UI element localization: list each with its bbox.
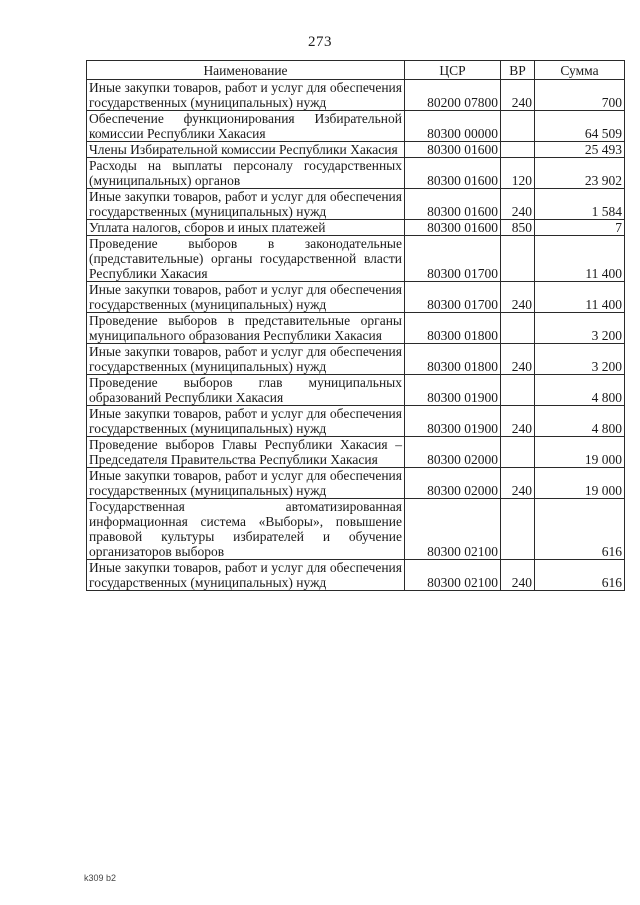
cell-sum: 3 200 (535, 344, 625, 375)
cell-name: Иные закупки товаров, работ и услуг для обеспечения государственных (муниципальных) нужд (87, 560, 405, 591)
cell-csr: 80300 02100 (405, 560, 501, 591)
cell-vr: 240 (501, 344, 535, 375)
cell-vr: 240 (501, 560, 535, 591)
cell-name: Проведение выборов Главы Республики Хакасия – Председателя Правительства Республики Хакасия (87, 437, 405, 468)
cell-name: Проведение выборов глав муниципальных образований Республики Хакасия (87, 375, 405, 406)
cell-csr: 80300 00000 (405, 111, 501, 142)
cell-sum: 1 584 (535, 189, 625, 220)
cell-csr: 80300 02000 (405, 468, 501, 499)
cell-vr: 240 (501, 282, 535, 313)
cell-csr: 80300 01700 (405, 236, 501, 282)
table-row (87, 236, 625, 282)
table-row (87, 142, 625, 158)
cell-vr: 240 (501, 80, 535, 111)
cell-sum: 700 (535, 80, 625, 111)
cell-sum: 7 (535, 220, 625, 236)
cell-sum: 3 200 (535, 313, 625, 344)
header-vr: ВР (501, 61, 535, 80)
cell-vr (501, 142, 535, 158)
cell-name: Проведение выборов в представительные органы муниципального образования Республики Хакасия (87, 313, 405, 344)
table-row (87, 158, 625, 189)
cell-sum: 19 000 (535, 468, 625, 499)
cell-csr: 80300 01600 (405, 142, 501, 158)
table-row (87, 560, 625, 591)
cell-sum: 616 (535, 560, 625, 591)
cell-sum: 4 800 (535, 406, 625, 437)
cell-sum: 11 400 (535, 236, 625, 282)
cell-vr (501, 499, 535, 560)
cell-vr (501, 375, 535, 406)
cell-sum: 25 493 (535, 142, 625, 158)
cell-csr: 80300 01600 (405, 158, 501, 189)
cell-sum: 616 (535, 499, 625, 560)
cell-name: Государственная автоматизированная информационная система «Выборы», повышение правовой культуры избирателей и обучение организаторов выборов (87, 499, 405, 560)
cell-csr: 80300 02000 (405, 437, 501, 468)
budget-table (86, 60, 625, 591)
table-row (87, 80, 625, 111)
cell-name: Проведение выборов в законодательные (представительные) органы государственной власти Республики Хакасия (87, 236, 405, 282)
table-row (87, 111, 625, 142)
table-row (87, 313, 625, 344)
table-row (87, 437, 625, 468)
cell-vr (501, 313, 535, 344)
table-row (87, 499, 625, 560)
cell-csr: 80300 01600 (405, 189, 501, 220)
cell-vr: 240 (501, 468, 535, 499)
table-row (87, 468, 625, 499)
cell-name: Иные закупки товаров, работ и услуг для обеспечения государственных (муниципальных) нужд (87, 468, 405, 499)
cell-sum: 64 509 (535, 111, 625, 142)
cell-csr: 80300 02100 (405, 499, 501, 560)
cell-sum: 4 800 (535, 375, 625, 406)
cell-vr: 240 (501, 189, 535, 220)
cell-csr: 80300 01900 (405, 406, 501, 437)
table-row (87, 282, 625, 313)
table-header-row (87, 61, 625, 80)
header-sum: Сумма (535, 61, 625, 80)
table-row (87, 375, 625, 406)
cell-csr: 80300 01900 (405, 375, 501, 406)
cell-name: Уплата налогов, сборов и иных платежей (87, 220, 405, 236)
cell-vr (501, 111, 535, 142)
cell-vr: 850 (501, 220, 535, 236)
cell-name: Иные закупки товаров, работ и услуг для обеспечения государственных (муниципальных) нужд (87, 80, 405, 111)
cell-vr (501, 437, 535, 468)
table-row (87, 344, 625, 375)
table-row (87, 220, 625, 236)
cell-vr: 240 (501, 406, 535, 437)
cell-name: Иные закупки товаров, работ и услуг для обеспечения государственных (муниципальных) нужд (87, 282, 405, 313)
footer-mark: k309 b2 (84, 873, 117, 883)
header-name: Наименование (87, 61, 405, 80)
cell-csr: 80300 01700 (405, 282, 501, 313)
cell-name: Расходы на выплаты персоналу государственных (муниципальных) органов (87, 158, 405, 189)
cell-sum: 23 902 (535, 158, 625, 189)
table-row (87, 189, 625, 220)
cell-sum: 19 000 (535, 437, 625, 468)
table-body (87, 80, 625, 591)
cell-csr: 80200 07800 (405, 80, 501, 111)
page-number: 273 (308, 34, 332, 50)
cell-sum: 11 400 (535, 282, 625, 313)
cell-name: Иные закупки товаров, работ и услуг для обеспечения государственных (муниципальных) нужд (87, 344, 405, 375)
cell-name: Члены Избирательной комиссии Республики Хакасия (87, 142, 405, 158)
cell-name: Иные закупки товаров, работ и услуг для обеспечения государственных (муниципальных) нужд (87, 189, 405, 220)
cell-csr: 80300 01800 (405, 313, 501, 344)
cell-vr (501, 236, 535, 282)
cell-csr: 80300 01800 (405, 344, 501, 375)
cell-name: Обеспечение функционирования Избирательной комиссии Республики Хакасия (87, 111, 405, 142)
cell-name: Иные закупки товаров, работ и услуг для обеспечения государственных (муниципальных) нужд (87, 406, 405, 437)
cell-csr: 80300 01600 (405, 220, 501, 236)
header-csr: ЦСР (405, 61, 501, 80)
table-row (87, 406, 625, 437)
cell-vr: 120 (501, 158, 535, 189)
